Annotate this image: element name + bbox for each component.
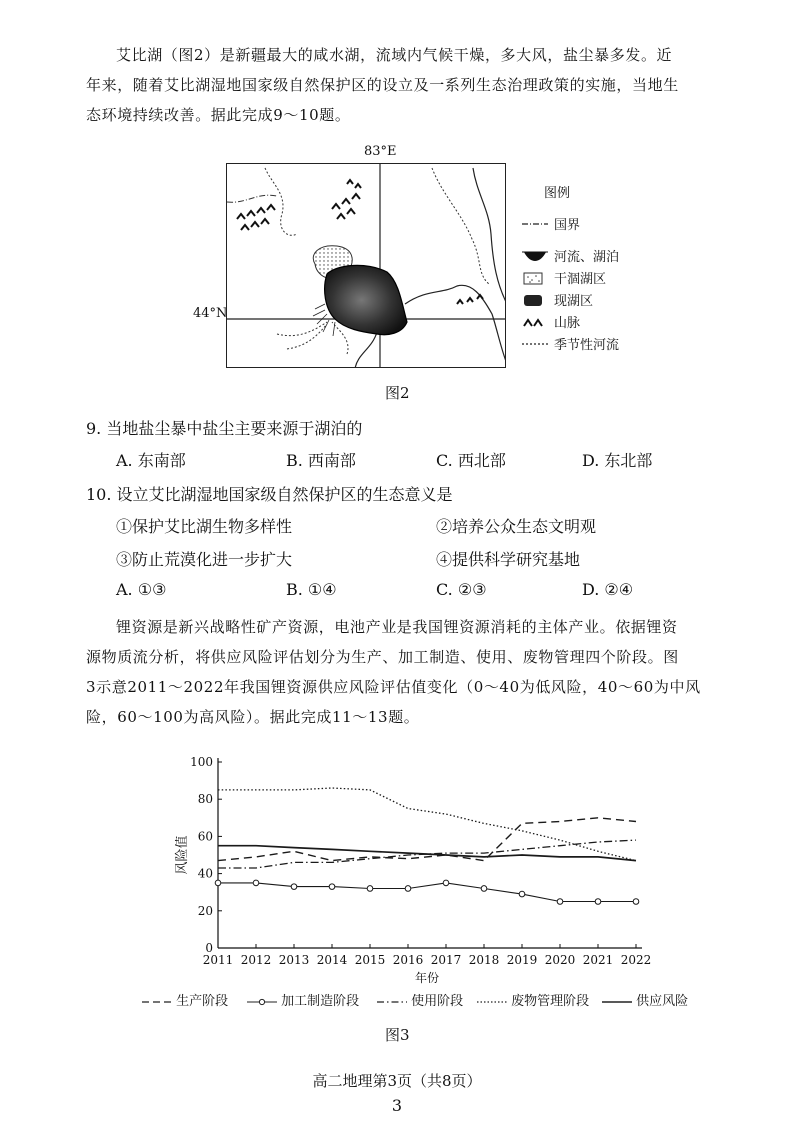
y-axis-title: 风险值	[175, 835, 190, 875]
q10-option-d: D. ②④	[582, 580, 634, 599]
legend-item	[522, 290, 702, 310]
y-tick-label: 0	[205, 941, 213, 955]
current-lake-icon	[522, 292, 548, 308]
intro2-line-4: 险，60～100为高风险）。据此完成11～13题。	[86, 708, 420, 726]
x-tick-label: 2020	[544, 953, 576, 967]
x-tick-label: 2022	[620, 953, 652, 967]
legend-label: 河流、湖泊	[554, 250, 620, 265]
risk-line-chart	[160, 750, 660, 990]
longitude-label: 83°E	[364, 144, 397, 159]
intro-paragraph-1	[86, 40, 752, 130]
seasonal-river	[287, 324, 327, 349]
river	[473, 168, 506, 304]
map-drawing	[227, 164, 506, 368]
question-9-stem: 9. 当地盐尘暴中盐尘主要来源于湖泊的	[86, 419, 363, 438]
river	[405, 285, 506, 364]
legend-label: 国界	[554, 218, 581, 233]
seasonal-river	[277, 322, 327, 336]
intro2-line-3: 3示意2011～2022年我国锂资源供应风险评估值变化（0～40为低风险，40～60为中风	[86, 678, 701, 696]
mountain-icon	[522, 314, 548, 330]
dashed-line-icon	[142, 997, 172, 1007]
figure-3-caption: 图3	[385, 1026, 410, 1044]
x-tick-label: 2019	[506, 953, 538, 967]
solid-line-icon	[602, 997, 632, 1007]
legend-supply-risk	[602, 990, 688, 1009]
data-point-marker	[443, 880, 449, 886]
q10-option-c: C. ②③	[436, 580, 487, 599]
intro2-line-2: 源物质流分析，将供应风险评估划分为生产、加工制造、使用、废物管理四个阶段。图	[86, 648, 679, 666]
current-lake	[325, 265, 407, 334]
legend-item	[522, 312, 702, 332]
river	[355, 332, 377, 368]
series-line-circle-marker	[218, 883, 636, 902]
intro1-line-2: 年来，随着艾比湖湿地国家级自然保护区的设立及一系列生态治理政策的实施，当地生	[86, 76, 679, 94]
data-point-marker	[481, 886, 487, 892]
intro1-line-3: 态环境持续改善。据此完成9～10题。	[86, 106, 351, 124]
data-point-marker	[367, 886, 373, 892]
x-tick-label: 2018	[468, 953, 500, 967]
seasonal-river	[432, 168, 489, 284]
q10-statement-2: ②培养公众生态文明观	[436, 517, 597, 536]
x-tick-label: 2016	[392, 953, 424, 967]
river-lake-icon	[522, 248, 548, 264]
intro1-line-1: 艾比湖（图2）是新疆最大的咸水湖，流域内气候干燥，多大风，盐尘暴多发。近	[116, 46, 673, 64]
q10-option-a: A. ①③	[116, 580, 167, 599]
legend-processing	[247, 990, 359, 1009]
q10-statement-4: ④提供科学研究基地	[436, 550, 581, 569]
data-point-marker	[633, 899, 639, 905]
latitude-label: 44°N	[193, 306, 228, 321]
legend-item	[522, 214, 702, 234]
legend-production	[142, 990, 228, 1009]
q9-option-b: B. 西南部	[286, 451, 356, 470]
seasonal-river	[265, 168, 297, 235]
x-axis-title: 年份	[414, 971, 440, 985]
legend-waste	[477, 990, 589, 1009]
legend-label: 山脉	[554, 316, 581, 331]
legend-item	[522, 268, 702, 288]
y-tick-label: 40	[197, 866, 213, 881]
x-tick-label: 2021	[582, 953, 614, 967]
y-tick-label: 80	[197, 792, 213, 807]
legend-label: 季节性河流	[554, 338, 620, 353]
data-point-marker	[291, 884, 297, 890]
page-number: 3	[391, 1096, 403, 1115]
legend-label: 生产阶段	[176, 994, 229, 1009]
q9-option-c: C. 西北部	[436, 451, 506, 470]
legend-usage	[377, 990, 463, 1009]
dry-lake-icon	[522, 270, 548, 286]
legend-item	[522, 334, 702, 354]
q9-option-a: A. 东南部	[116, 451, 186, 470]
legend-label: 加工制造阶段	[281, 994, 360, 1009]
y-tick-label: 20	[197, 903, 213, 918]
legend-item	[522, 246, 702, 266]
q9-option-d: D. 东北部	[582, 451, 653, 470]
border-line	[227, 195, 277, 202]
seasonal-river-icon	[522, 336, 548, 352]
chart-legend	[142, 990, 712, 1012]
x-tick-label: 2017	[430, 953, 462, 967]
data-point-marker	[253, 880, 259, 886]
data-point-marker	[215, 880, 221, 886]
border-icon	[522, 216, 548, 232]
data-point-marker	[329, 884, 335, 890]
x-tick-label: 2013	[278, 953, 310, 967]
intro2-line-1: 锂资源是新兴战略性矿产资源，电池产业是我国锂资源消耗的主体产业。依据锂资	[116, 618, 678, 636]
x-tick-label: 2012	[240, 953, 272, 967]
legend-label: 废物管理阶段	[511, 994, 590, 1009]
data-point-marker	[405, 886, 411, 892]
figure-2-caption: 图2	[385, 384, 410, 402]
legend-title: 图例	[544, 186, 571, 201]
circle-line-icon	[247, 997, 277, 1007]
data-point-marker	[519, 891, 525, 897]
legend-label: 现湖区	[554, 294, 594, 309]
data-point-marker	[557, 899, 563, 905]
series-line-dotted	[218, 788, 636, 861]
legend-label: 供应风险	[636, 994, 689, 1009]
dotted-line-icon	[477, 997, 507, 1007]
y-tick-label: 100	[190, 755, 213, 769]
dash-dot-line-icon	[377, 997, 407, 1007]
question-10-stem: 10. 设立艾比湖湿地国家级自然保护区的生态意义是	[86, 485, 453, 504]
legend-label: 干涸湖区	[554, 272, 607, 287]
lake-map	[226, 163, 506, 368]
intro-paragraph-2	[86, 612, 752, 732]
q10-statement-1: ①保护艾比湖生物多样性	[116, 517, 293, 536]
x-tick-label: 2015	[354, 953, 386, 967]
series-line-solid	[218, 846, 636, 861]
x-tick-label: 2011	[202, 953, 234, 967]
y-tick-label: 60	[197, 829, 213, 844]
legend-label: 使用阶段	[411, 994, 464, 1009]
q10-option-b: B. ①④	[286, 580, 337, 599]
page-footer: 高二地理第3页（共8页）	[312, 1072, 482, 1090]
q10-statement-3: ③防止荒漠化进一步扩大	[116, 550, 293, 569]
x-tick-label: 2014	[316, 953, 348, 967]
data-point-marker	[595, 899, 601, 905]
